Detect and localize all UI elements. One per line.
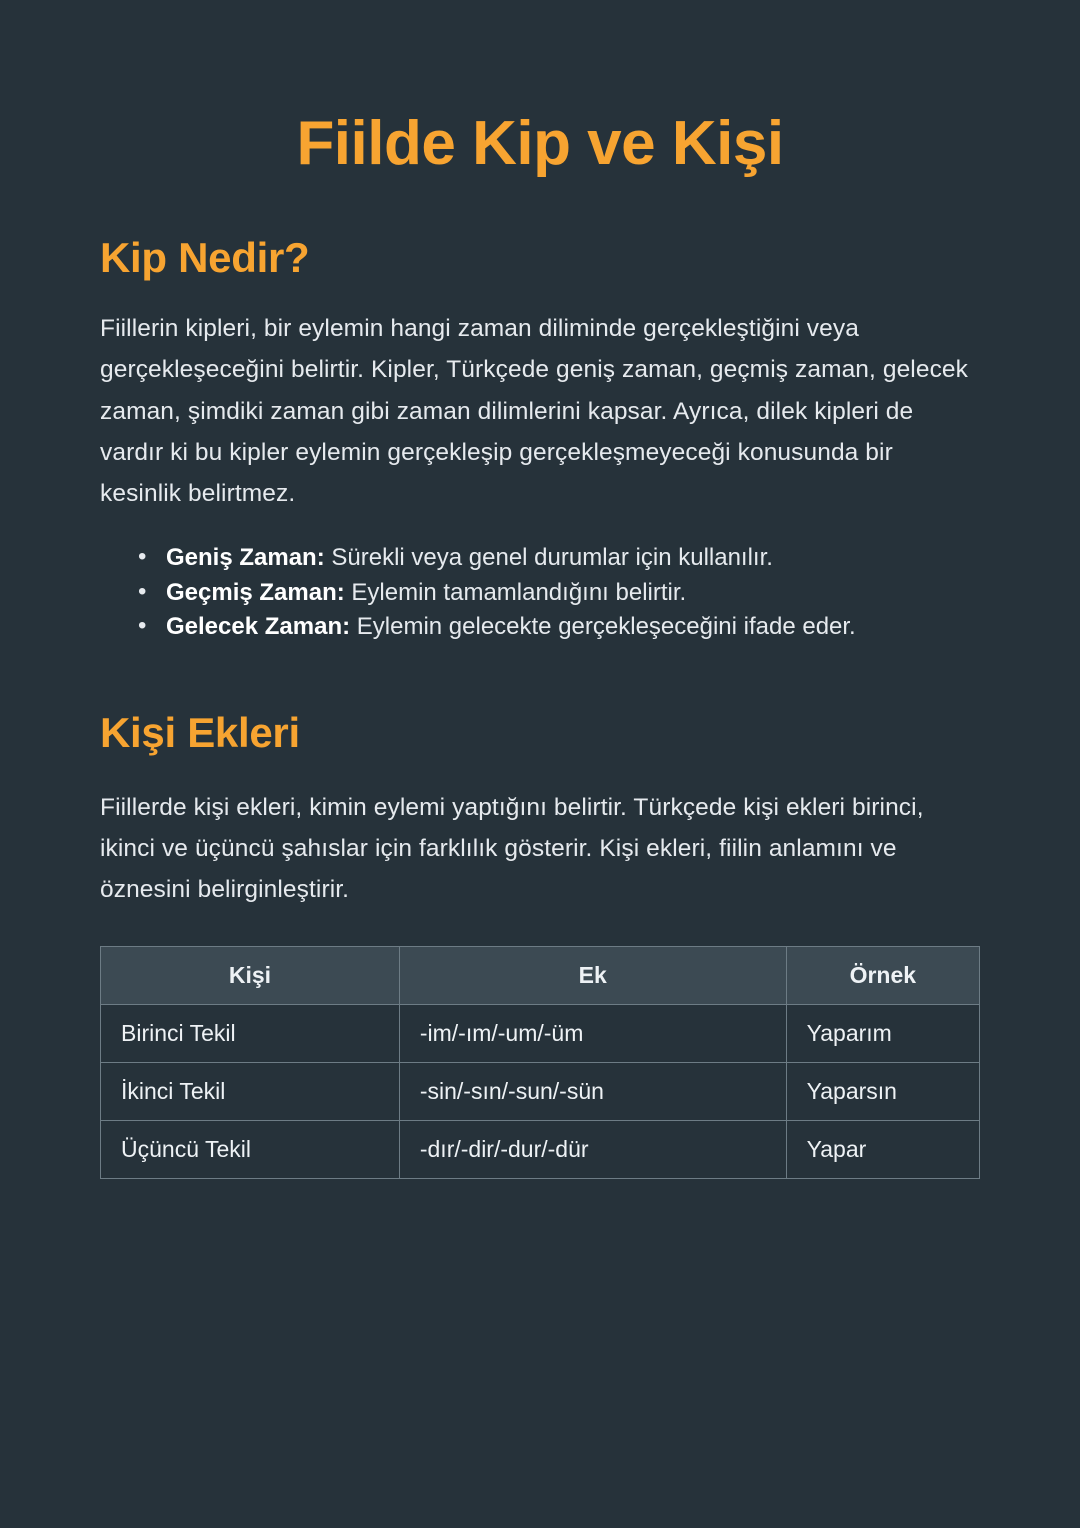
table-body — [101, 1005, 980, 1179]
list-item-term: Geniş Zaman: — [166, 543, 325, 571]
table-cell-ornek: Yapar — [786, 1121, 979, 1179]
table-row — [101, 1063, 980, 1121]
table-cell-kisi: İkinci Tekil — [101, 1063, 400, 1121]
table-header-ek: Ek — [399, 947, 786, 1005]
person-suffix-table — [100, 946, 980, 1179]
list-item-text: Sürekli veya genel durumlar için kullanılır. — [324, 543, 773, 571]
table-cell-ornek: Yaparım — [786, 1005, 979, 1063]
table-header-kisi: Kişi — [101, 947, 400, 1005]
table-cell-kisi: Birinci Tekil — [101, 1005, 400, 1063]
table-cell-ek: -im/-ım/-um/-üm — [399, 1005, 786, 1063]
table-cell-ek: -sin/-sın/-sun/-sün — [399, 1063, 786, 1121]
table-row — [101, 1005, 980, 1063]
paragraph-kip-nedir: Fiillerin kipleri, bir eylemin hangi zaman diliminde gerçekleştiğini veya gerçekleşeceğini belirtir. Kipler, Türkçede geniş zaman, geçmiş zaman, gelecek zaman, şimdiki zaman gibi zaman dilimlerini kapsar. Ayrıca, dilek kipleri de vardır ki bu kipler eylemin gerçekleşip gerçekleşmeyeceği konusunda bir kesinlik belirtmez. — [100, 315, 968, 507]
table-row — [101, 1121, 980, 1179]
list-item — [166, 577, 980, 609]
table-cell-ornek: Yaparsın — [786, 1063, 979, 1121]
list-item-term: Gelecek Zaman: — [166, 613, 351, 641]
table-header-row — [101, 947, 980, 1005]
list-item — [166, 611, 980, 643]
section-heading-kip-nedir: Kip Nedir? — [100, 234, 310, 282]
paragraph-kisi-ekleri: Fiillerde kişi ekleri, kimin eylemi yaptığını belirtir. Türkçede kişi ekleri birinci, ikinci ve üçüncü şahıslar için farklılık gösterir. Kişi ekleri, fiilin anlamını ve öznesini belirginleştirir. — [100, 793, 924, 904]
section-heading-kisi-ekleri: Kişi Ekleri — [100, 708, 300, 756]
list-item-text: Eylemin tamamlandığını belirtir. — [344, 578, 687, 606]
table-cell-kisi: Üçüncü Tekil — [101, 1121, 400, 1179]
table-header — [101, 947, 980, 1005]
table-header-ornek: Örnek — [786, 947, 979, 1005]
list-item-text: Eylemin gelecekte gerçekleşeceğini ifade eder. — [350, 613, 856, 641]
list-item-term: Geçmiş Zaman: — [166, 578, 345, 606]
page-title: Fiilde Kip ve Kişi — [296, 109, 784, 178]
table-cell-ek: -dır/-dir/-dur/-dür — [399, 1121, 786, 1179]
kip-types-list — [100, 542, 980, 643]
list-item — [166, 542, 980, 574]
